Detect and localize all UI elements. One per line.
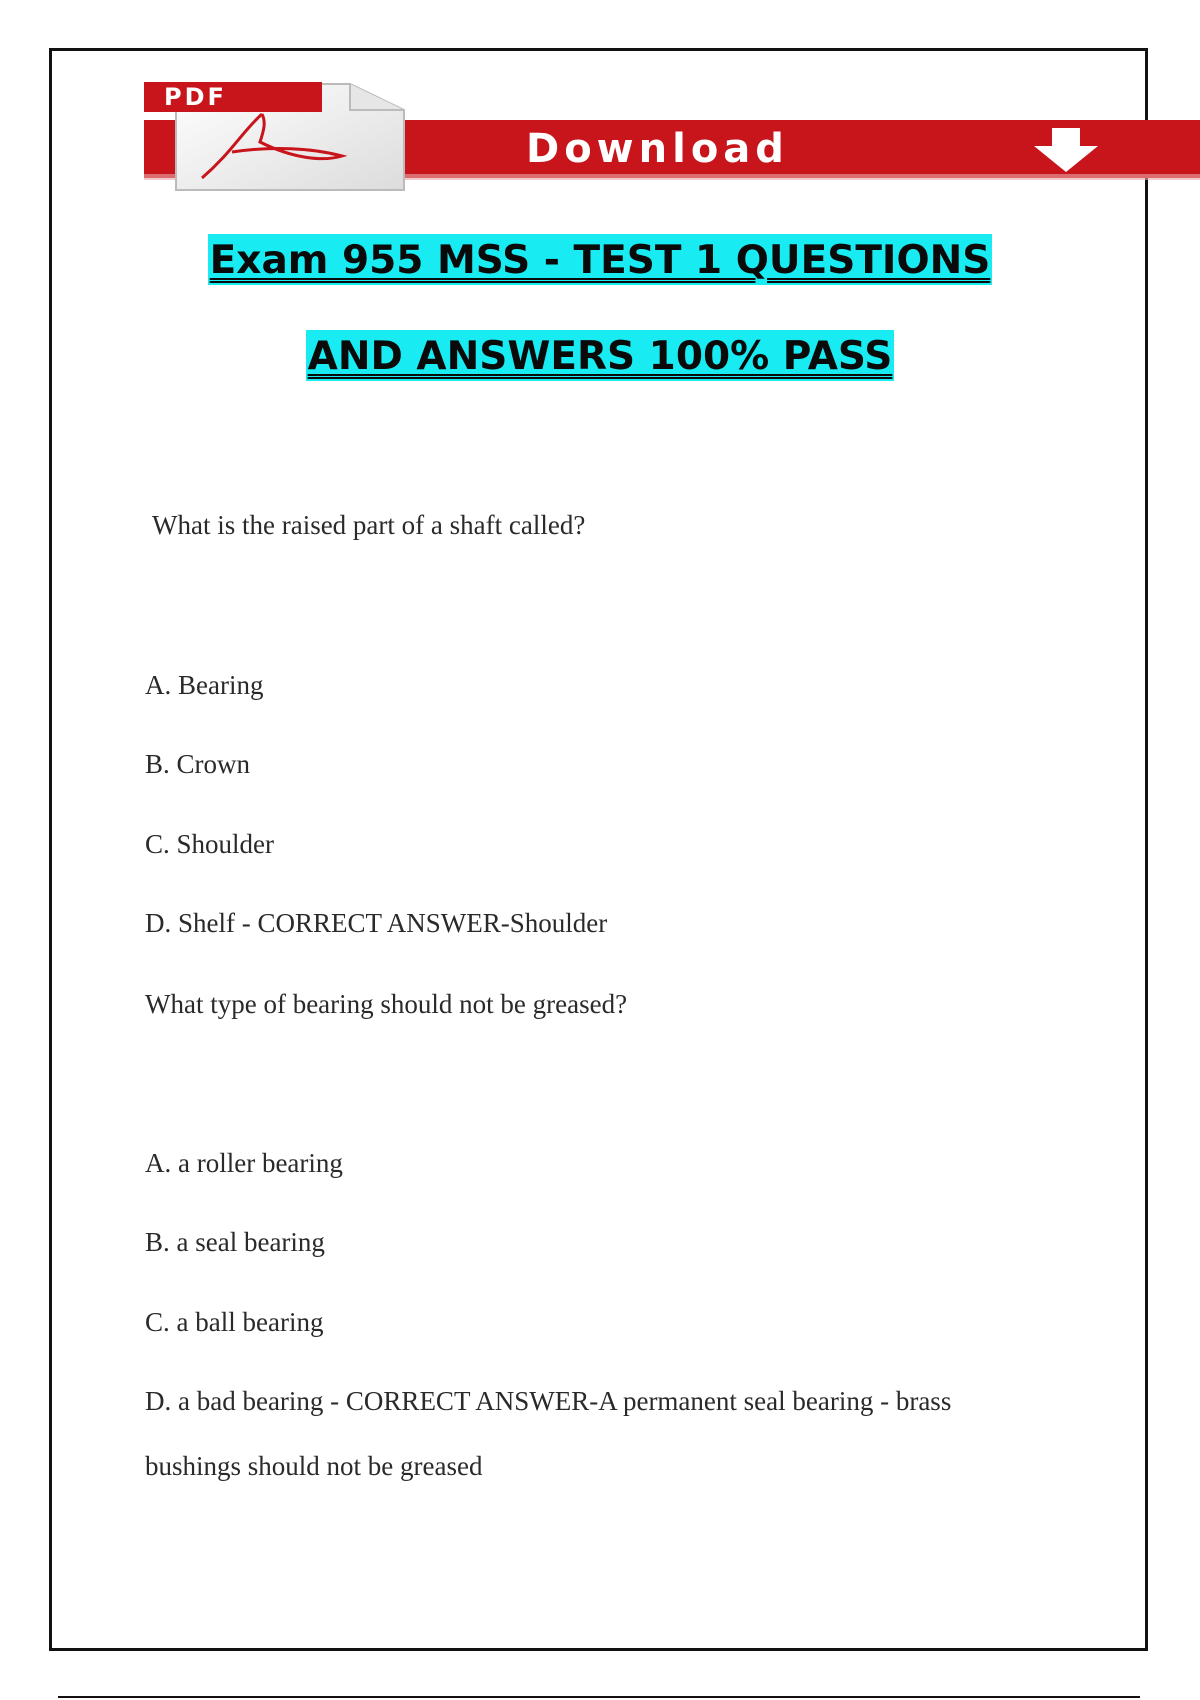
question-1-option-d: D. Shelf - CORRECT ANSWER-Shoulder [145, 908, 608, 938]
question-2-option-b: B. a seal bearing [145, 1227, 325, 1257]
question-2-prompt: What type of bearing should not be greased? [145, 989, 628, 1019]
question-1-option-a: A. Bearing [145, 670, 264, 700]
footer-rule [58, 1696, 1140, 1698]
pdf-label: PDF [144, 82, 322, 112]
title-line-1: Exam 955 MSS - TEST 1 QUESTIONS [0, 238, 1200, 283]
download-label[interactable]: Download [526, 126, 789, 172]
question-2-option-a: A. a roller bearing [145, 1148, 343, 1178]
question-1-prompt: What is the raised part of a shaft called? [152, 510, 586, 540]
download-arrow-icon[interactable] [1028, 126, 1104, 174]
question-1-option-b: B. Crown [145, 749, 251, 779]
question-2-option-c: C. a ball bearing [145, 1307, 324, 1337]
question-2-option-d: D. a bad bearing - CORRECT ANSWER-A permanent seal bearing - brass [145, 1386, 952, 1416]
question-2-option-d-continuation: bushings should not be greased [145, 1451, 483, 1481]
question-1-option-c: C. Shoulder [145, 829, 275, 859]
title-line-2: AND ANSWERS 100% PASS [0, 334, 1200, 379]
